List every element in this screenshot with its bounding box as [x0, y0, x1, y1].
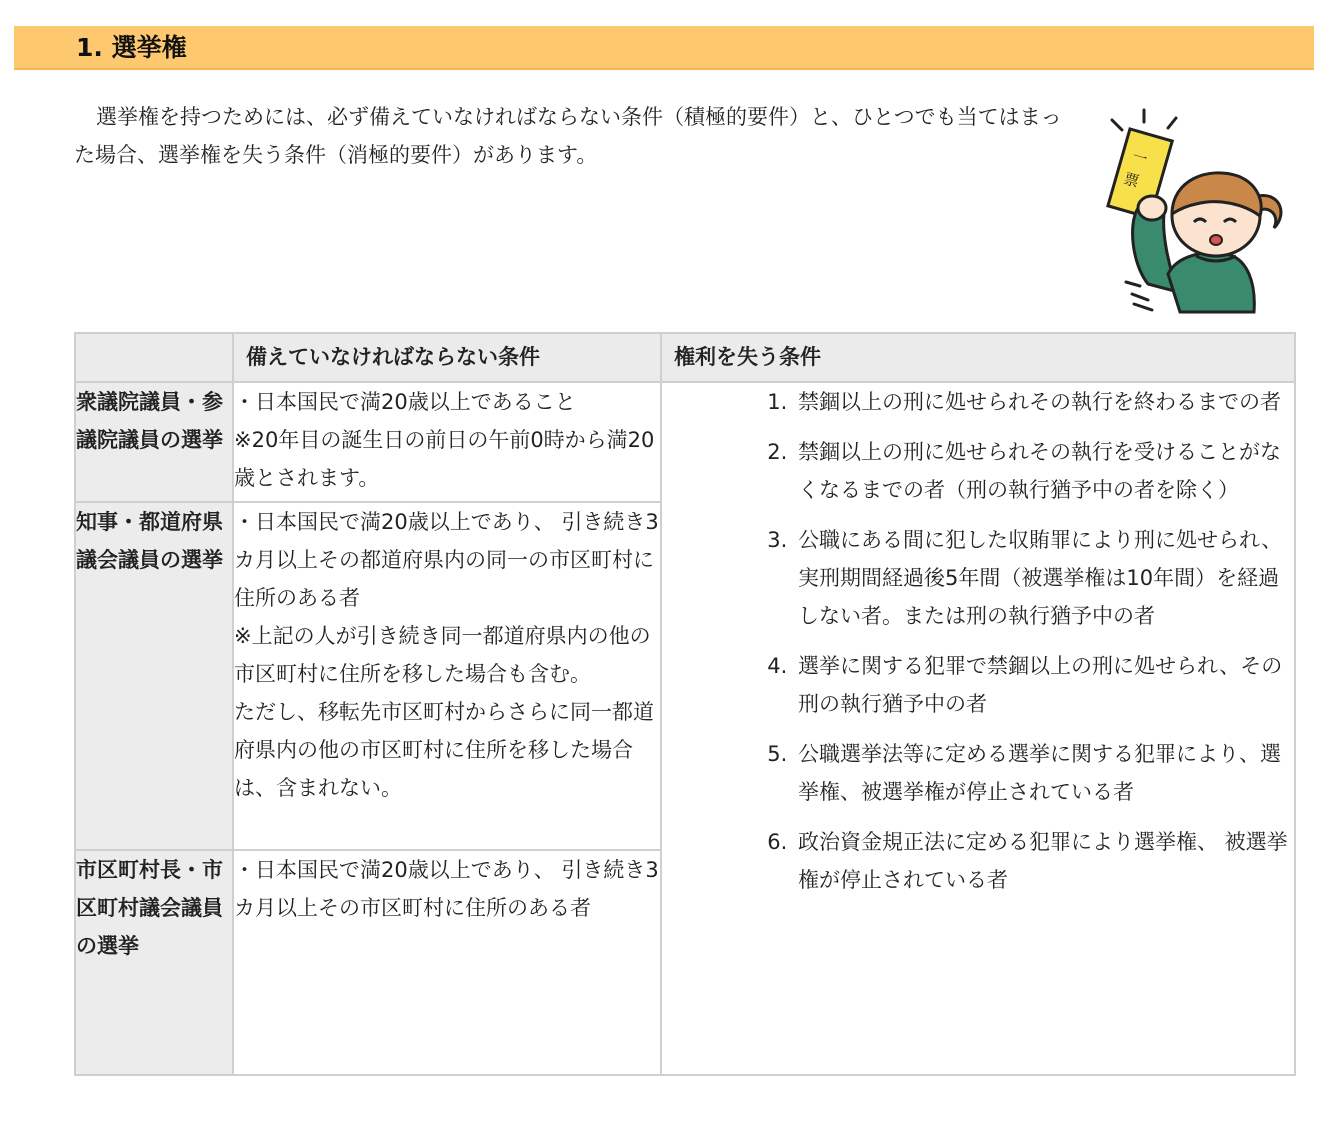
row-label-municipal: 市区町村長・市区町村議会議員の選挙: [75, 850, 233, 1075]
list-item: 5. 公職選挙法等に定める選挙に関する犯罪により、選挙権、被選挙権が停止されている者: [794, 735, 1294, 811]
requirements-prefectural: [233, 502, 661, 850]
intro-paragraph: 選挙権を持つためには、必ず備えていなければならない条件（積極的要件）と、ひとつでも当てはまった場合、選挙権を失う条件（消極的要件）があります。: [74, 105, 1062, 167]
conditions-table: [74, 332, 1296, 1076]
section-heading-bar: [14, 26, 1314, 70]
requirement-line: ・日本国民で満20歳以上であり、 引き続き3カ月以上その市区町村に住所のある者: [234, 858, 659, 920]
list-item: 2. 禁錮以上の刑に処せられその執行を受けることがなくなるまでの者（刑の執行猶予中の者を除く）: [794, 433, 1294, 509]
list-item: 4. 選挙に関する犯罪で禁錮以上の刑に処せられ、その刑の執行猶予中の者: [794, 647, 1294, 723]
requirements-municipal: [233, 850, 661, 1075]
row-label-national: 衆議院議員・参議院議員の選挙: [75, 382, 233, 502]
header-required-conditions: 備えていなければならない条件: [233, 333, 661, 382]
table-header-row: [75, 333, 1295, 382]
list-item: 1. 禁錮以上の刑に処せられその執行を終わるまでの者: [794, 383, 1294, 421]
svg-text:票: 票: [1121, 169, 1142, 192]
list-item: 6. 政治資金規正法に定める犯罪により選挙権、 被選挙権が停止されている者: [794, 823, 1294, 899]
table-row: [75, 382, 1295, 502]
requirement-note: ※20年目の誕生日の前日の午前0時から満20歳とされます。: [234, 428, 655, 490]
woman-holding-ballot-icon: [1098, 104, 1288, 316]
section-title: 1. 選挙権: [76, 33, 187, 62]
ballot-text: 一: [1130, 147, 1150, 169]
list-item: 3. 公職にある間に犯した収賄罪により刑に処せられ、実刑期間経過後5年間（被選挙権は10年間）を経過しない者。または刑の執行猶予中の者: [794, 521, 1294, 635]
header-lose-conditions: 権利を失う条件: [661, 333, 1295, 382]
requirements-national: [233, 382, 661, 502]
lose-conditions-cell: [661, 382, 1295, 1075]
requirement-line: ・日本国民で満20歳以上であること: [234, 390, 576, 414]
lose-conditions-list: [662, 383, 1294, 899]
header-empty: [75, 333, 233, 382]
requirement-exception: ただし、移転先市区町村からさらに同一都道府県内の他の市区町村に住所を移した場合は、含まれない。: [234, 700, 654, 800]
row-label-prefectural: 知事・都道府県議会議員の選挙: [75, 502, 233, 850]
requirement-note: ※上記の人が引き続き同一都道府県内の他の市区町村に住所を移した場合も含む。: [234, 624, 651, 686]
requirement-line: ・日本国民で満20歳以上であり、 引き続き3カ月以上その都道府県内の同一の市区町村に住所のある者: [234, 510, 659, 610]
